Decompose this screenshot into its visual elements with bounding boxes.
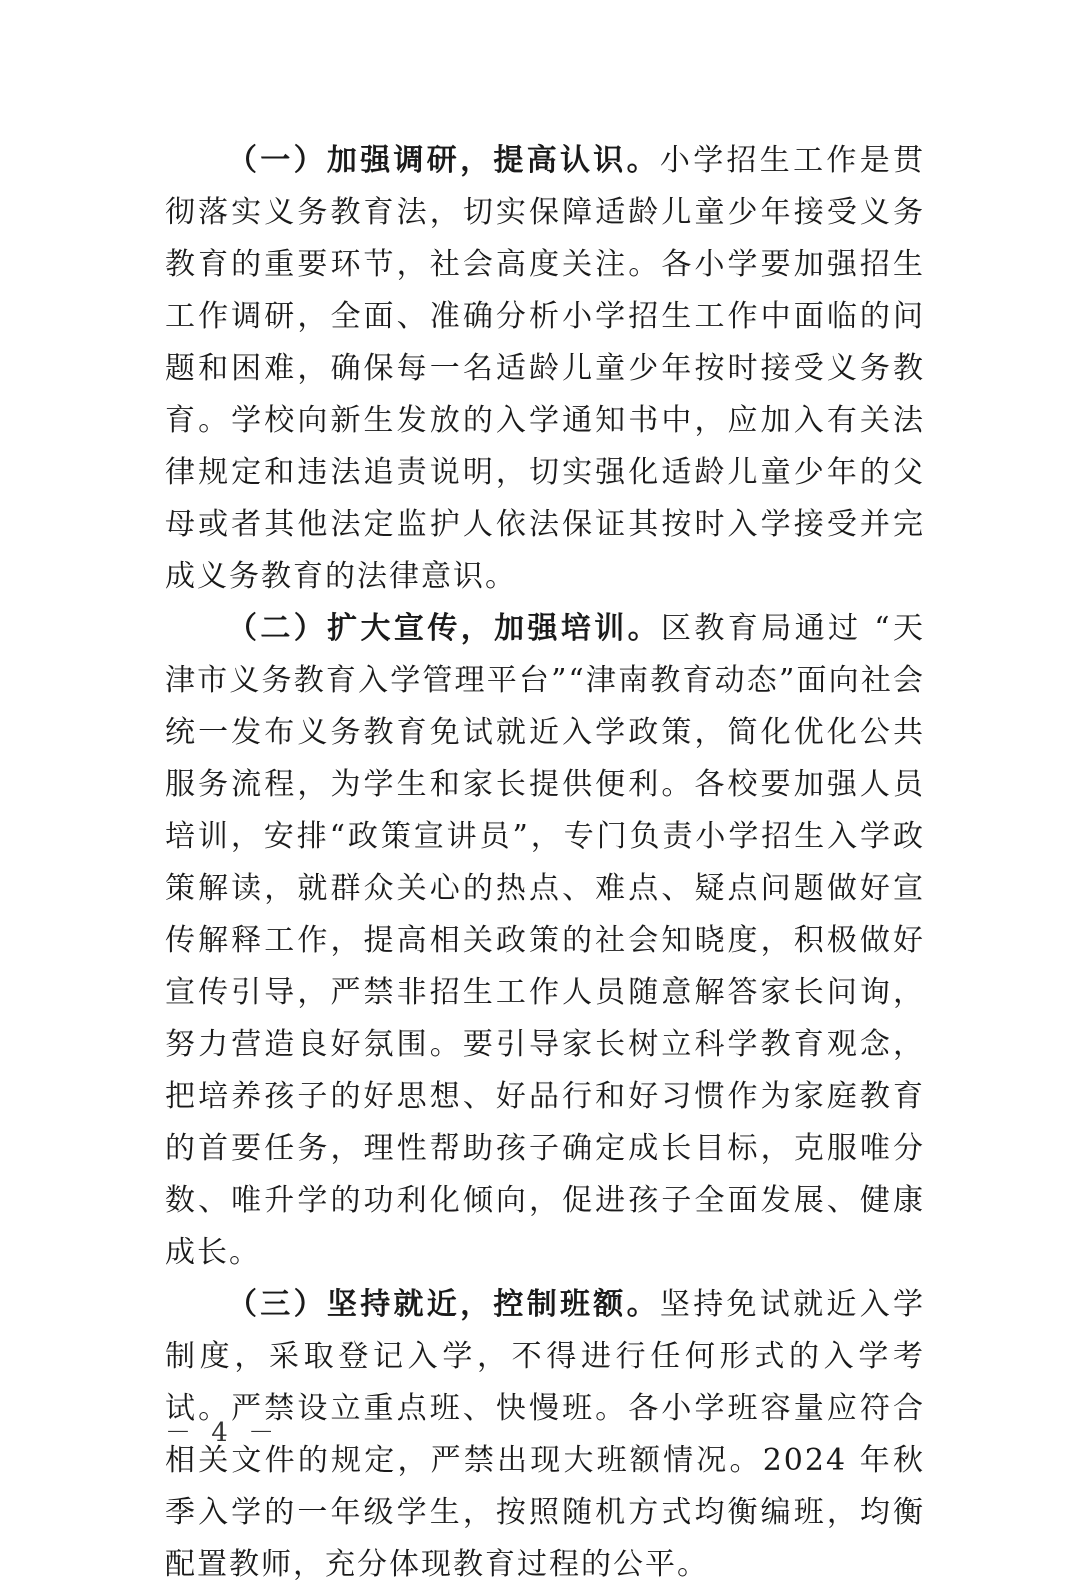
paragraph-2-heading: （二）扩大宣传，加强培训。 xyxy=(227,611,662,646)
paragraph-1-heading: （一）加强调研，提高认识。 xyxy=(227,143,660,178)
paragraph-1 xyxy=(165,135,925,603)
paragraph-2-body: 区教育局通过 “天津市义务教育入学管理平台”“津南教育动态”面向社会统一发布义务教育免试就近入学政策，简化优化公共服务流程，为学生和家长提供便利。各校要加强人员培训，安排“政策宣讲员”，专门负责小学招生入学政策解读，就群众关心的热点、难点、疑点问题做好宣传解释工作，提高相关政策的社会知晓度，积极做好宣传引导，严禁非招生工作人员随意解答家长问询，努力营造良好氛围。要引导家长树立科学教育观念，把培养孩子的好思想、好品行和好习惯作为家庭教育的首要任务，理性帮助孩子确定成长目标，克服唯分数、唯升学的功利化倾向，促进孩子全面发展、健康成长。 xyxy=(165,611,925,1270)
paragraph-3-body: 坚持免试就近入学制度，采取登记入学，不得进行任何形式的入学考试。严禁设立重点班、快慢班。各小学班容量应符合相关文件的规定，严禁出现大班额情况。2024 年秋季入学的一年级学生，按照随机方式均衡编班，均衡配置教师，充分体现教育过程的公平。 xyxy=(165,1287,926,1582)
document-body xyxy=(165,135,925,1591)
paragraph-3-heading: （三）坚持就近，控制班额。 xyxy=(227,1287,660,1322)
paragraph-2 xyxy=(165,603,925,1279)
paragraph-1-body: 小学招生工作是贯彻落实义务教育法，切实保障适龄儿童少年接受义务教育的重要环节，社会高度关注。各小学要加强招生工作调研，全面、准确分析小学招生工作中面临的问题和困难，确保每一名适龄儿童少年按时接受义务教育。学校向新生发放的入学通知书中，应加入有关法律规定和违法追责说明，切实强化适龄儿童少年的父母或者其他法定监护人依法保证其按时入学接受并完成义务教育的法律意识。 xyxy=(165,143,926,594)
page-number: － 4 － xyxy=(165,1418,281,1448)
